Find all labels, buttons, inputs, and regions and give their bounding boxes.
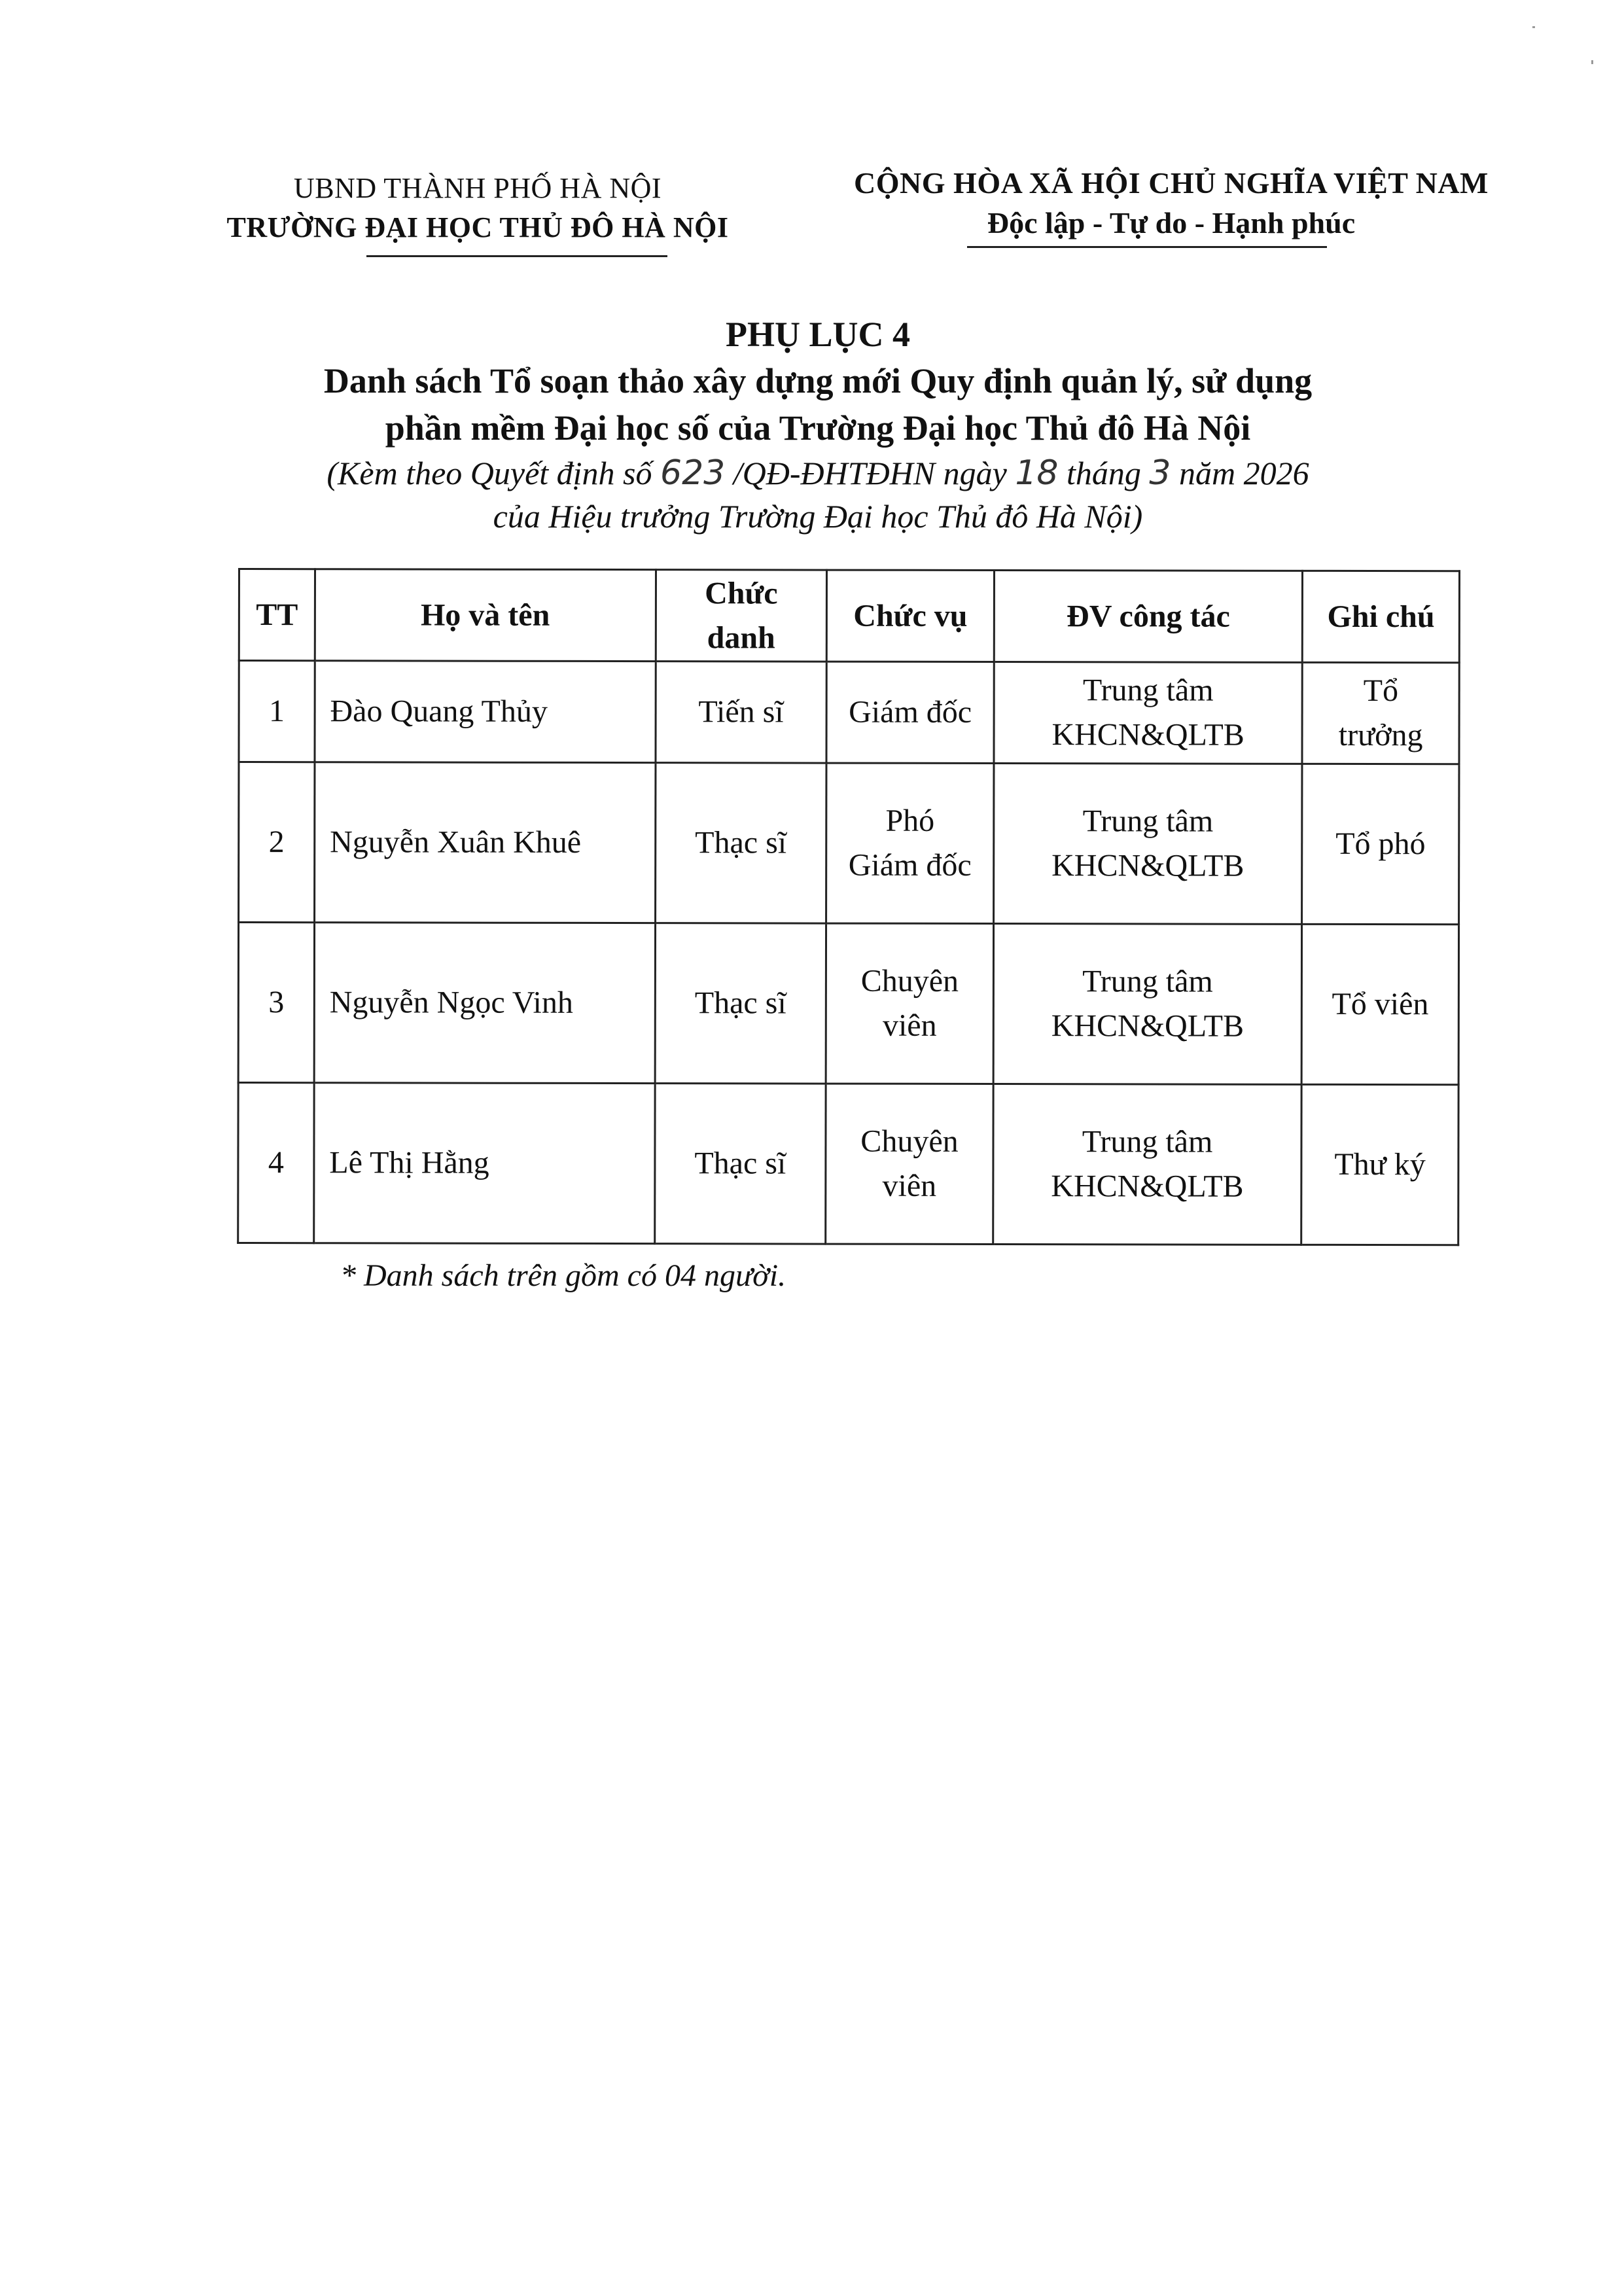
cell-unit	[993, 764, 1302, 925]
position-line2: viên	[882, 1168, 937, 1203]
cell-note	[1302, 764, 1459, 924]
table-row	[239, 762, 1459, 925]
cell-tt: 3	[238, 923, 314, 1083]
unit-line1: Trung tâm	[1082, 804, 1214, 839]
cell-position	[826, 662, 994, 763]
table-header-row	[239, 569, 1459, 663]
cell-title: Thạc sĩ	[655, 923, 826, 1084]
position-line1: Chuyên	[860, 963, 959, 999]
issuer-name: TRƯỜNG ĐẠI HỌC THỦ ĐÔ HÀ NỘI	[226, 211, 729, 243]
cell-name: Nguyễn Xuân Khuê	[314, 762, 655, 923]
header-title-line2: danh	[707, 620, 775, 655]
position-line1: Giám đốc	[849, 694, 972, 730]
cell-position	[826, 923, 993, 1084]
country-name: CỘNG HÒA XÃ HỘI CHỦ NGHĨA VIỆT NAM	[854, 166, 1489, 200]
cell-note	[1301, 924, 1458, 1084]
footnote: * Danh sách trên gồm có 04 người.	[340, 1258, 786, 1293]
decision-mid: /QĐ-ĐHTĐHN ngày	[725, 455, 1015, 491]
table-row	[238, 1083, 1458, 1245]
cell-position	[826, 763, 994, 923]
position-line2: Giám đốc	[848, 847, 972, 883]
national-motto: Độc lập - Tự do - Hạnh phúc	[987, 206, 1356, 239]
note-line1: Tổ phó	[1335, 826, 1426, 862]
cell-note	[1302, 662, 1459, 764]
header-name: Họ và tên	[315, 569, 656, 662]
header-unit: ĐV công tác	[994, 571, 1303, 663]
header-tt: TT	[239, 569, 315, 661]
title-line-2: phần mềm Đại học số của Trường Đại học Thủ đô Hà Nội	[385, 408, 1251, 448]
title-line-1: Danh sách Tổ soạn thảo xây dựng mới Quy định quản lý, sử dụng	[323, 361, 1313, 400]
note-line1: Tổ	[1363, 673, 1399, 709]
decision-reference	[196, 451, 1439, 495]
unit-line2: KHCN&QLTB	[1051, 848, 1244, 883]
cell-position	[826, 1084, 993, 1244]
cell-title: Thạc sĩ	[655, 763, 826, 923]
position-line2: viên	[882, 1008, 937, 1043]
national-motto-block	[811, 164, 1531, 243]
cell-tt: 1	[239, 661, 315, 762]
note-line2: trưởng	[1338, 717, 1423, 753]
decision-month-handwritten: 3	[1149, 453, 1171, 493]
cell-tt: 4	[238, 1083, 314, 1243]
scan-speck	[1591, 60, 1593, 64]
scan-speck	[1532, 26, 1535, 28]
cell-tt: 2	[239, 762, 315, 923]
decision-number-handwritten: 623	[660, 453, 726, 493]
position-line1: Chuyên	[860, 1123, 959, 1159]
issuer-block	[216, 169, 739, 247]
header-title	[656, 570, 827, 662]
header-position: Chức vụ	[826, 570, 994, 662]
unit-line1: Trung tâm	[1082, 1124, 1213, 1159]
cell-unit	[994, 662, 1303, 764]
decision-issuer: của Hiệu trưởng Trường Đại học Thủ đô Hà Nội)	[493, 498, 1143, 535]
cell-unit	[993, 924, 1302, 1085]
position-line1: Phó	[885, 803, 935, 838]
header-title-line1: Chức	[705, 575, 778, 610]
note-line1: Tổ viên	[1332, 986, 1429, 1022]
document-title-block	[196, 311, 1439, 538]
cell-title: Thạc sĩ	[654, 1084, 826, 1244]
unit-line2: KHCN&QLTB	[1051, 1169, 1244, 1204]
issuer-underline	[366, 255, 667, 257]
issuer-parent: UBND THÀNH PHỐ HÀ NỘI	[293, 172, 662, 204]
decision-year: năm 2026	[1171, 455, 1309, 491]
unit-line2: KHCN&QLTB	[1051, 1008, 1244, 1044]
cell-name: Nguyễn Ngọc Vinh	[314, 923, 655, 1084]
decision-prefix: (Kèm theo Quyết định số	[327, 455, 661, 491]
member-table	[237, 568, 1460, 1246]
unit-line1: Trung tâm	[1082, 673, 1214, 708]
unit-line1: Trung tâm	[1082, 964, 1213, 999]
unit-line2: KHCN&QLTB	[1051, 717, 1244, 752]
motto-underline	[967, 246, 1327, 248]
cell-unit	[993, 1084, 1302, 1245]
decision-day-handwritten: 18	[1015, 453, 1059, 493]
cell-title: Tiến sĩ	[656, 662, 827, 763]
table-row	[238, 923, 1458, 1085]
note-line1: Thư ký	[1334, 1146, 1426, 1182]
appendix-title: PHỤ LỤC 4	[726, 315, 910, 354]
cell-note	[1301, 1084, 1458, 1245]
cell-name: Đào Quang Thủy	[315, 661, 656, 763]
cell-name: Lê Thị Hằng	[314, 1083, 655, 1244]
table-row	[239, 661, 1459, 764]
decision-month-label: tháng	[1058, 455, 1150, 491]
header-note: Ghi chú	[1303, 571, 1460, 662]
